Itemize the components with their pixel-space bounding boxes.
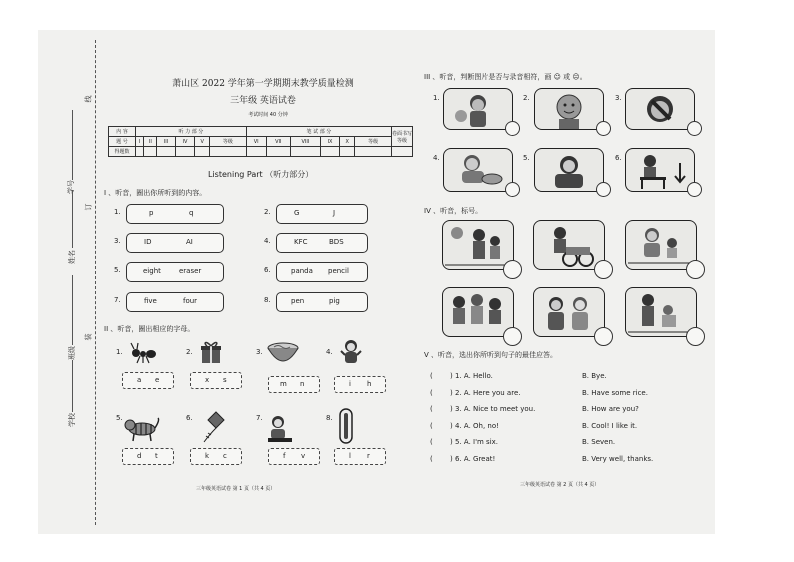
q2-answer-box[interactable]	[122, 448, 174, 465]
option-a-text: 1. A. Hello.	[455, 372, 493, 380]
option-a[interactable]: G	[294, 209, 300, 217]
answer-bracket-close[interactable]: )	[450, 454, 453, 463]
letter-b[interactable]: h	[367, 380, 372, 388]
option-b[interactable]: q	[189, 209, 194, 217]
binding-order-label: 订	[84, 203, 93, 211]
score-cell: IV	[175, 137, 195, 147]
option-a[interactable]: eight	[143, 267, 161, 275]
letter-a[interactable]: a	[137, 376, 142, 384]
score-cell: VI	[246, 137, 266, 147]
score-cell: III	[157, 137, 175, 147]
answer-bracket-close[interactable]: )	[450, 438, 453, 446]
school-blank	[72, 360, 73, 412]
score-blank[interactable]	[136, 147, 144, 157]
q3-num: 1.	[433, 94, 440, 102]
exam-time: 考试时间 40 分钟	[248, 112, 288, 118]
score-cell: IX	[320, 137, 340, 147]
score-blank[interactable]	[266, 147, 291, 157]
letter-a[interactable]: l	[349, 452, 351, 460]
option-b[interactable]: four	[183, 297, 198, 305]
option-b[interactable]: pig	[329, 297, 340, 305]
tiger-icon	[124, 416, 160, 442]
q3-num: 2.	[523, 94, 530, 102]
q2-num: 7.	[256, 414, 263, 422]
q4-number-circle[interactable]	[686, 260, 705, 279]
letter-b[interactable]: r	[367, 452, 370, 460]
letter-b[interactable]: t	[155, 452, 158, 460]
q4-number-circle[interactable]	[503, 327, 522, 346]
q2-answer-box[interactable]	[334, 376, 386, 393]
letter-b[interactable]: e	[155, 376, 160, 384]
letter-a[interactable]: m	[280, 380, 287, 388]
option-b[interactable]: BDS	[329, 238, 344, 246]
score-blank[interactable]	[246, 147, 266, 157]
q3-picture-3	[625, 88, 695, 130]
q1-option-box[interactable]	[126, 204, 224, 224]
letter-a[interactable]: d	[137, 452, 142, 460]
class-label: 班级	[68, 346, 76, 360]
option-b[interactable]: eraser	[179, 267, 202, 275]
score-cell: 笔 试 部 分	[246, 127, 391, 137]
q3-num: 4.	[433, 154, 440, 162]
smiley-face-answer[interactable]	[596, 182, 611, 197]
q4-picture-2	[533, 220, 605, 270]
score-blank[interactable]	[291, 147, 321, 157]
score-cell: 内 容	[109, 127, 136, 137]
score-blank[interactable]	[320, 147, 340, 157]
option-a-text: 6. A. Great!	[455, 454, 496, 463]
letter-b[interactable]: n	[300, 380, 305, 388]
letter-b[interactable]: c	[223, 452, 227, 460]
q1-num: 3.	[114, 237, 121, 245]
class-blank	[72, 275, 73, 345]
q3-num: 3.	[615, 94, 622, 102]
q4-number-circle[interactable]	[594, 260, 613, 279]
option-a[interactable]: p	[149, 209, 154, 217]
score-blank[interactable]	[355, 147, 392, 157]
score-blank[interactable]	[195, 147, 210, 157]
q1-option-box[interactable]	[276, 233, 368, 253]
q1-num: 1.	[114, 208, 121, 216]
option-b-text: B. How are you?	[582, 405, 639, 413]
section-4-title: IV 、听音，标号。	[424, 207, 483, 215]
option-a[interactable]: KFC	[294, 238, 308, 246]
q1-option-box[interactable]	[276, 262, 368, 282]
option-b-text: B. Seven.	[582, 438, 616, 446]
q4-number-circle[interactable]	[594, 327, 613, 346]
q3-picture-5	[534, 148, 604, 192]
q2-num: 5.	[116, 414, 123, 422]
q1-num: 7.	[114, 296, 121, 304]
q1-num: 2.	[264, 208, 271, 216]
gift-icon	[200, 340, 222, 364]
letter-a[interactable]: f	[283, 452, 286, 460]
q4-picture-5	[533, 287, 605, 337]
student-no-label: 学号	[67, 180, 75, 194]
q2-num: 1.	[116, 348, 123, 356]
score-cell: VII	[266, 137, 291, 147]
noodles-bowl-icon	[266, 340, 300, 366]
q1-num: 5.	[114, 266, 121, 274]
q1-num: 4.	[264, 237, 271, 245]
score-cell: 等级	[355, 137, 392, 147]
q1-option-box[interactable]	[126, 233, 224, 253]
score-cell: 得题数	[109, 147, 136, 157]
q2-answer-box[interactable]	[122, 372, 174, 389]
q2-num: 3.	[256, 348, 263, 356]
q4-picture-6	[625, 287, 697, 337]
q4-picture-4	[442, 287, 514, 337]
smiley-face-answer[interactable]	[505, 121, 520, 136]
score-cell: 听 力 部 分	[136, 127, 247, 137]
score-cell: 卷面书写等级	[392, 127, 413, 147]
option-a-text: 2. A. Here you are.	[455, 388, 521, 397]
school-label: 学校	[68, 413, 76, 427]
q2-answer-box[interactable]	[268, 376, 320, 393]
q1-num: 6.	[264, 266, 271, 274]
exam-subtitle: 三年级 英语试卷	[230, 96, 296, 106]
boy-icon	[340, 339, 362, 365]
letter-b[interactable]: v	[301, 452, 306, 460]
q2-answer-box[interactable]	[190, 372, 242, 389]
score-cell: II	[144, 137, 157, 147]
name-label: 姓名	[68, 250, 76, 264]
q3-picture-2	[534, 88, 604, 130]
answer-bracket-close[interactable]: )	[450, 388, 453, 397]
answer-bracket-open[interactable]: (	[430, 372, 433, 380]
option-a[interactable]: five	[144, 297, 157, 305]
score-cell: X	[340, 137, 355, 147]
score-cell: 等级	[210, 137, 247, 147]
q2-num: 4.	[326, 348, 333, 356]
answer-bracket-open[interactable]: (	[430, 438, 433, 446]
q2-answer-box[interactable]	[334, 448, 386, 465]
score-cell: 题 号	[109, 137, 136, 147]
option-b[interactable]: J	[333, 209, 336, 217]
score-blank[interactable]	[157, 147, 175, 157]
q1-option-box[interactable]	[276, 292, 368, 312]
q4-picture-3	[625, 220, 697, 270]
answer-bracket-open[interactable]: (	[430, 421, 433, 430]
binding-fix-label: 装	[84, 333, 93, 341]
listening-part-title: Listening Part （听力部分）	[208, 170, 314, 179]
smiley-face-answer[interactable]	[687, 121, 702, 136]
option-b-text: B. Very well, thanks.	[582, 454, 654, 463]
option-a[interactable]: panda	[291, 267, 313, 275]
q3-picture-6	[625, 148, 695, 192]
option-b[interactable]: pencil	[328, 267, 349, 275]
q3-picture-4	[443, 148, 513, 192]
answer-bracket-open[interactable]: (	[430, 405, 433, 413]
student-no-blank	[72, 110, 73, 180]
section-2-title: II 、听音，圈出相应的字母。	[104, 325, 195, 333]
q4-number-circle[interactable]	[686, 327, 705, 346]
section-3-title: III 、听音，判断图片是否与录音相符，画 ☺ 或 ☹。	[424, 73, 587, 81]
q2-num: 6.	[186, 414, 193, 422]
q2-answer-box[interactable]	[268, 448, 320, 465]
q1-option-box[interactable]	[126, 262, 224, 282]
answer-bracket-close[interactable]: )	[450, 372, 453, 380]
q3-picture-1	[443, 88, 513, 130]
section-1-title: I 、听音，圈出你所听到的内容。	[104, 189, 207, 197]
name-blank	[72, 190, 73, 248]
q2-num: 8.	[326, 414, 333, 422]
footer-left: 三年级英语试卷 第 1 页（共 4 页）	[196, 486, 276, 492]
score-cell: V	[195, 137, 210, 147]
score-table	[108, 126, 413, 157]
kite-icon	[200, 410, 226, 444]
q1-num: 8.	[264, 296, 271, 304]
score-cell: VIII	[291, 137, 321, 147]
q3-num: 6.	[615, 154, 622, 162]
option-a-text: 4. A. Oh, no!	[455, 421, 499, 430]
q1-option-box[interactable]	[126, 292, 224, 312]
q1-option-box[interactable]	[276, 204, 368, 224]
section-5-title: V 、听音，选出你所听到句子的最佳应答。	[424, 351, 558, 359]
answer-bracket-open[interactable]: (	[430, 454, 433, 463]
binding-line	[95, 40, 96, 525]
letter-b[interactable]: s	[223, 376, 227, 384]
exam-paper	[38, 30, 715, 534]
option-b[interactable]: AI	[186, 238, 193, 246]
score-blank[interactable]	[175, 147, 195, 157]
letter-a[interactable]: i	[349, 380, 351, 388]
binding-line-label: 线	[84, 95, 93, 103]
ant-icon	[130, 341, 158, 365]
option-a[interactable]: ID	[144, 238, 152, 246]
score-blank[interactable]	[392, 147, 413, 157]
option-b-text: B. Cool! I like it.	[582, 421, 638, 430]
score-blank[interactable]	[340, 147, 355, 157]
score-cell: I	[136, 137, 144, 147]
option-b-text: B. Bye.	[582, 372, 607, 380]
option-a-text: 3. A. Nice to meet you.	[455, 405, 536, 413]
letter-a[interactable]: x	[205, 376, 210, 384]
letter-a[interactable]: k	[205, 452, 210, 460]
option-b-text: B. Have some rice.	[582, 388, 648, 397]
score-blank[interactable]	[210, 147, 247, 157]
q4-picture-1	[442, 220, 514, 270]
q4-number-circle[interactable]	[503, 260, 522, 279]
q2-num: 2.	[186, 348, 193, 356]
answer-bracket-close[interactable]: )	[450, 421, 453, 430]
smiley-face-answer[interactable]	[596, 121, 611, 136]
footer-right: 三年级英语试卷 第 2 页（共 4 页）	[520, 482, 600, 488]
q3-num: 5.	[523, 154, 530, 162]
option-a-text: 5. A. I'm six.	[455, 438, 499, 446]
smiley-face-answer[interactable]	[505, 182, 520, 197]
smiley-face-answer[interactable]	[687, 182, 702, 197]
answer-bracket-close[interactable]: )	[450, 405, 453, 413]
q2-answer-box[interactable]	[190, 448, 242, 465]
girl-drawing-icon	[266, 414, 294, 444]
option-a[interactable]: pen	[291, 297, 305, 305]
exam-title: 萧山区 2022 学年第一学期期末教学质量检测	[172, 79, 354, 89]
score-blank[interactable]	[144, 147, 157, 157]
ruler-icon	[338, 408, 354, 444]
answer-bracket-open[interactable]: (	[430, 388, 433, 397]
